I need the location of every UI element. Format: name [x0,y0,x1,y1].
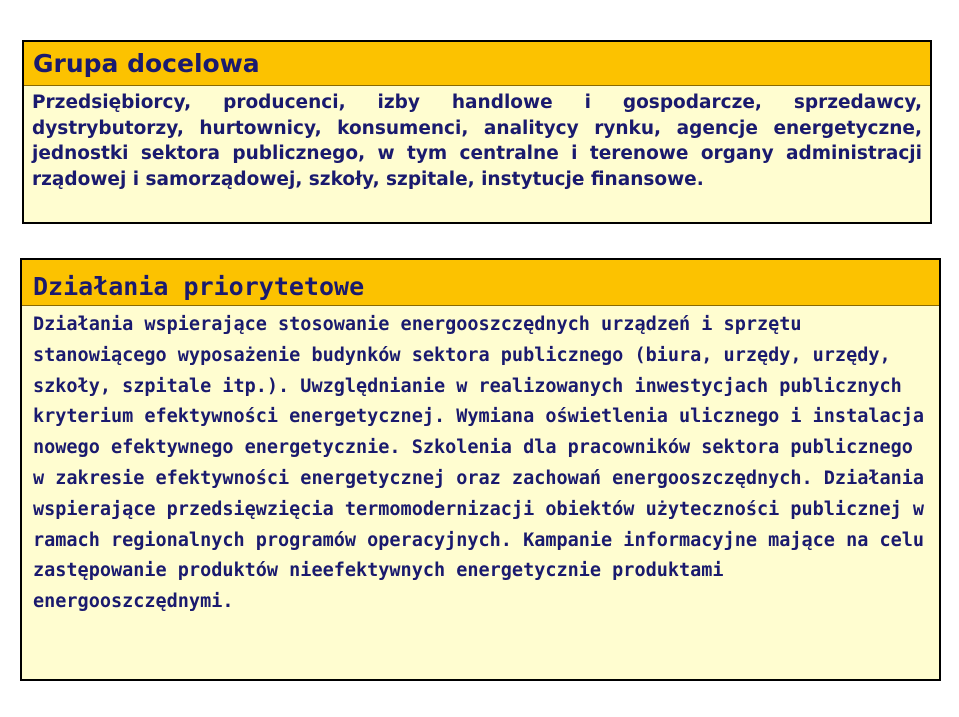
target-group-box [22,40,932,224]
priority-actions-title: Działania priorytetowe [33,272,365,301]
target-group-title: Grupa docelowa [33,49,260,78]
target-group-header [24,42,930,86]
priority-actions-text: Działania wspierające stosowanie energooszczędnych urządzeń i sprzętu stanowiącego wyposażenie budynków sektora publicznego (biura, urzędy, urzędy, szkoły, szpitale itp.). Uwzględnianie w realizowanych inwestycjach publicznych kryterium efektywności energetycznej. Wymiana oświetlenia ulicznego i instalacja nowego efektywnego energetycznie. Szkolenia dla pracowników sektora publicznego w zakresie efektywności energetycznej oraz zachowań energooszczędnych. Działania wspierające przedsięwzięcia termomodernizacji obiektów użyteczności publicznej w ramach regionalnych programów operacyjnych. Kampanie informacyjne mające na celu zastępowanie produktów nieefektywnych energetycznie produktami energooszczędnymi. [33,314,925,613]
priority-actions-box [20,258,941,681]
target-group-text: Przedsiębiorcy, producenci, izby handlowe i gospodarcze, sprzedawcy, dystrybutorzy, hurtownicy, konsumenci, analitycy rynku, agencje energetyczne, jednostki sektora publicznego, w tym centralne i terenowe organy administracji rządowej i samorządowej, szkoły, szpitale, instytucje finansowe. [32,92,922,190]
priority-actions-header [22,260,939,306]
